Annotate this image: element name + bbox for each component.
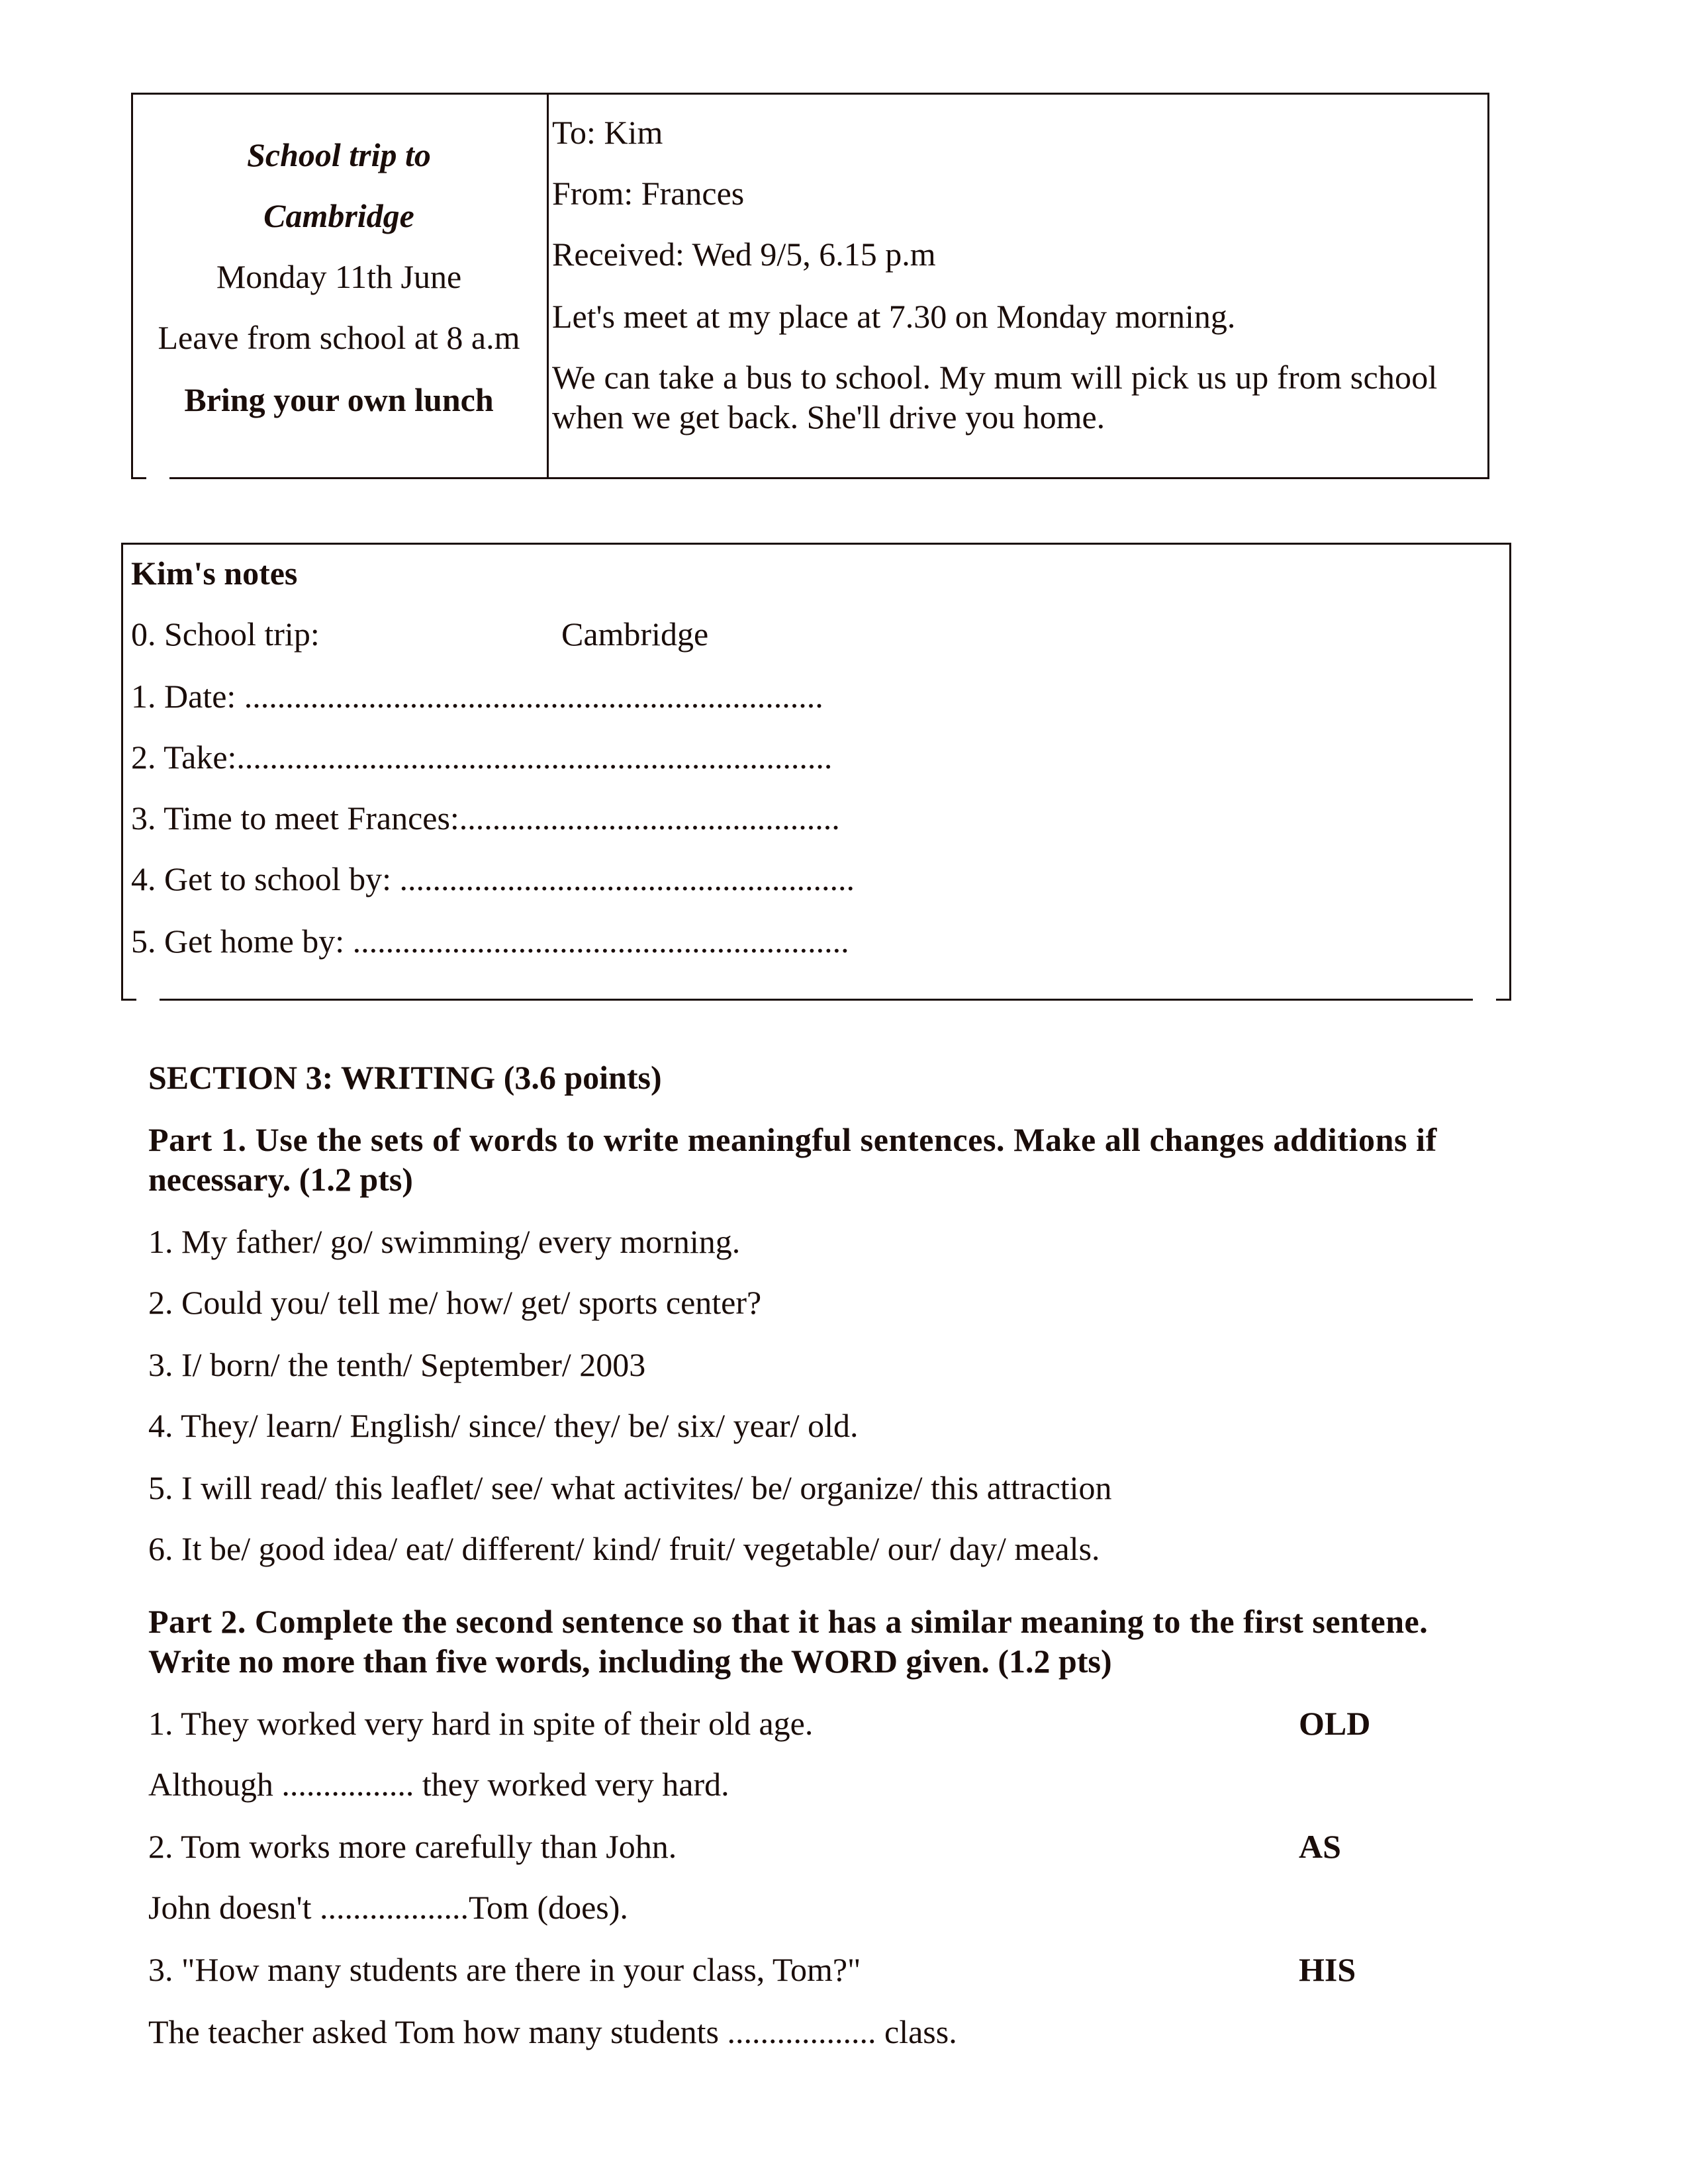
notice-date: Monday 11th June: [216, 258, 462, 295]
section-heading: SECTION 3: WRITING (3.6 points): [148, 1059, 662, 1096]
border-gap: [146, 476, 169, 480]
part2-instruction-line2: Write no more than five words, including the WORD given. (1.2 pts): [148, 1643, 1112, 1680]
kims-notes-example-answer: Cambridge: [561, 615, 709, 653]
message-received: Received: Wed 9/5, 6.15 p.m: [552, 236, 936, 273]
kims-notes-item-get-to-school[interactable]: 4. Get to school by: .......................................................: [131, 860, 855, 897]
notice-title-line1: School trip to: [247, 136, 431, 173]
part1-item: 3. I/ born/ the tenth/ September/ 2003: [148, 1346, 646, 1383]
message-to: To: Kim: [552, 114, 663, 151]
part2-original-sentence: 2. Tom works more carefully than John.: [148, 1828, 677, 1865]
part2-instruction-line1: Part 2. Complete the second sentence so that it has a similar meaning to the first sentene.: [148, 1603, 1429, 1640]
part1-item: 1. My father/ go/ swimming/ every morning.: [148, 1223, 741, 1260]
kims-notes-item-take[interactable]: 2. Take:........................................................................: [131, 739, 833, 776]
part1-instruction-line2: necessary. (1.2 pts): [148, 1161, 413, 1198]
message-from: From: Frances: [552, 175, 745, 212]
part2-original-sentence: 3. "How many students are there in your class, Tom?": [148, 1951, 861, 1988]
notice-title-line2: Cambridge: [263, 197, 414, 234]
notice-bring-lunch: Bring your own lunch: [184, 381, 494, 418]
part2-given-word: AS: [1299, 1828, 1341, 1865]
part2-rewrite-sentence[interactable]: The teacher asked Tom how many students .................. class.: [148, 2013, 957, 2050]
part1-item: 4. They/ learn/ English/ since/ they/ be/ six/ year/ old.: [148, 1407, 859, 1444]
part2-given-word: OLD: [1299, 1705, 1371, 1742]
message-line2b: when we get back. She'll drive you home.: [552, 398, 1105, 435]
part2-given-word: HIS: [1299, 1951, 1356, 1988]
part1-item: 2. Could you/ tell me/ how/ get/ sports center?: [148, 1284, 762, 1321]
kims-notes-title: Kim's notes: [131, 555, 298, 592]
kims-notes-item-get-home[interactable]: 5. Get home by: ............................................................: [131, 923, 849, 960]
part1-item: 5. I will read/ this leaflet/ see/ what activites/ be/ organize/ this attraction: [148, 1469, 1112, 1506]
part1-item: 6. It be/ good idea/ eat/ different/ kind/ fruit/ vegetable/ our/ day/ meals.: [148, 1530, 1100, 1567]
part2-rewrite-sentence[interactable]: John doesn't ..................Tom (does).: [148, 1889, 628, 1926]
message-line1: Let's meet at my place at 7.30 on Monday morning.: [552, 298, 1236, 335]
part2-original-sentence: 1. They worked very hard in spite of their old age.: [148, 1705, 814, 1742]
part1-instruction-line1: Part 1. Use the sets of words to write meaningful sentences. Make all changes additions if: [148, 1121, 1437, 1158]
message-line2a: We can take a bus to school. My mum will pick us up from school: [552, 359, 1438, 396]
notice-leave-time: Leave from school at 8 a.m: [158, 319, 520, 356]
box-divider: [547, 93, 549, 479]
part2-rewrite-sentence[interactable]: Although ................ they worked very hard.: [148, 1766, 729, 1803]
kims-notes-item-meet-time[interactable]: 3. Time to meet Frances:..............................................: [131, 799, 840, 837]
border-gap: [136, 997, 160, 1002]
kims-notes-item-date[interactable]: 1. Date: ......................................................................: [131, 678, 823, 715]
kims-notes-example-label: 0. School trip:: [131, 615, 320, 653]
border-gap: [1473, 997, 1496, 1002]
